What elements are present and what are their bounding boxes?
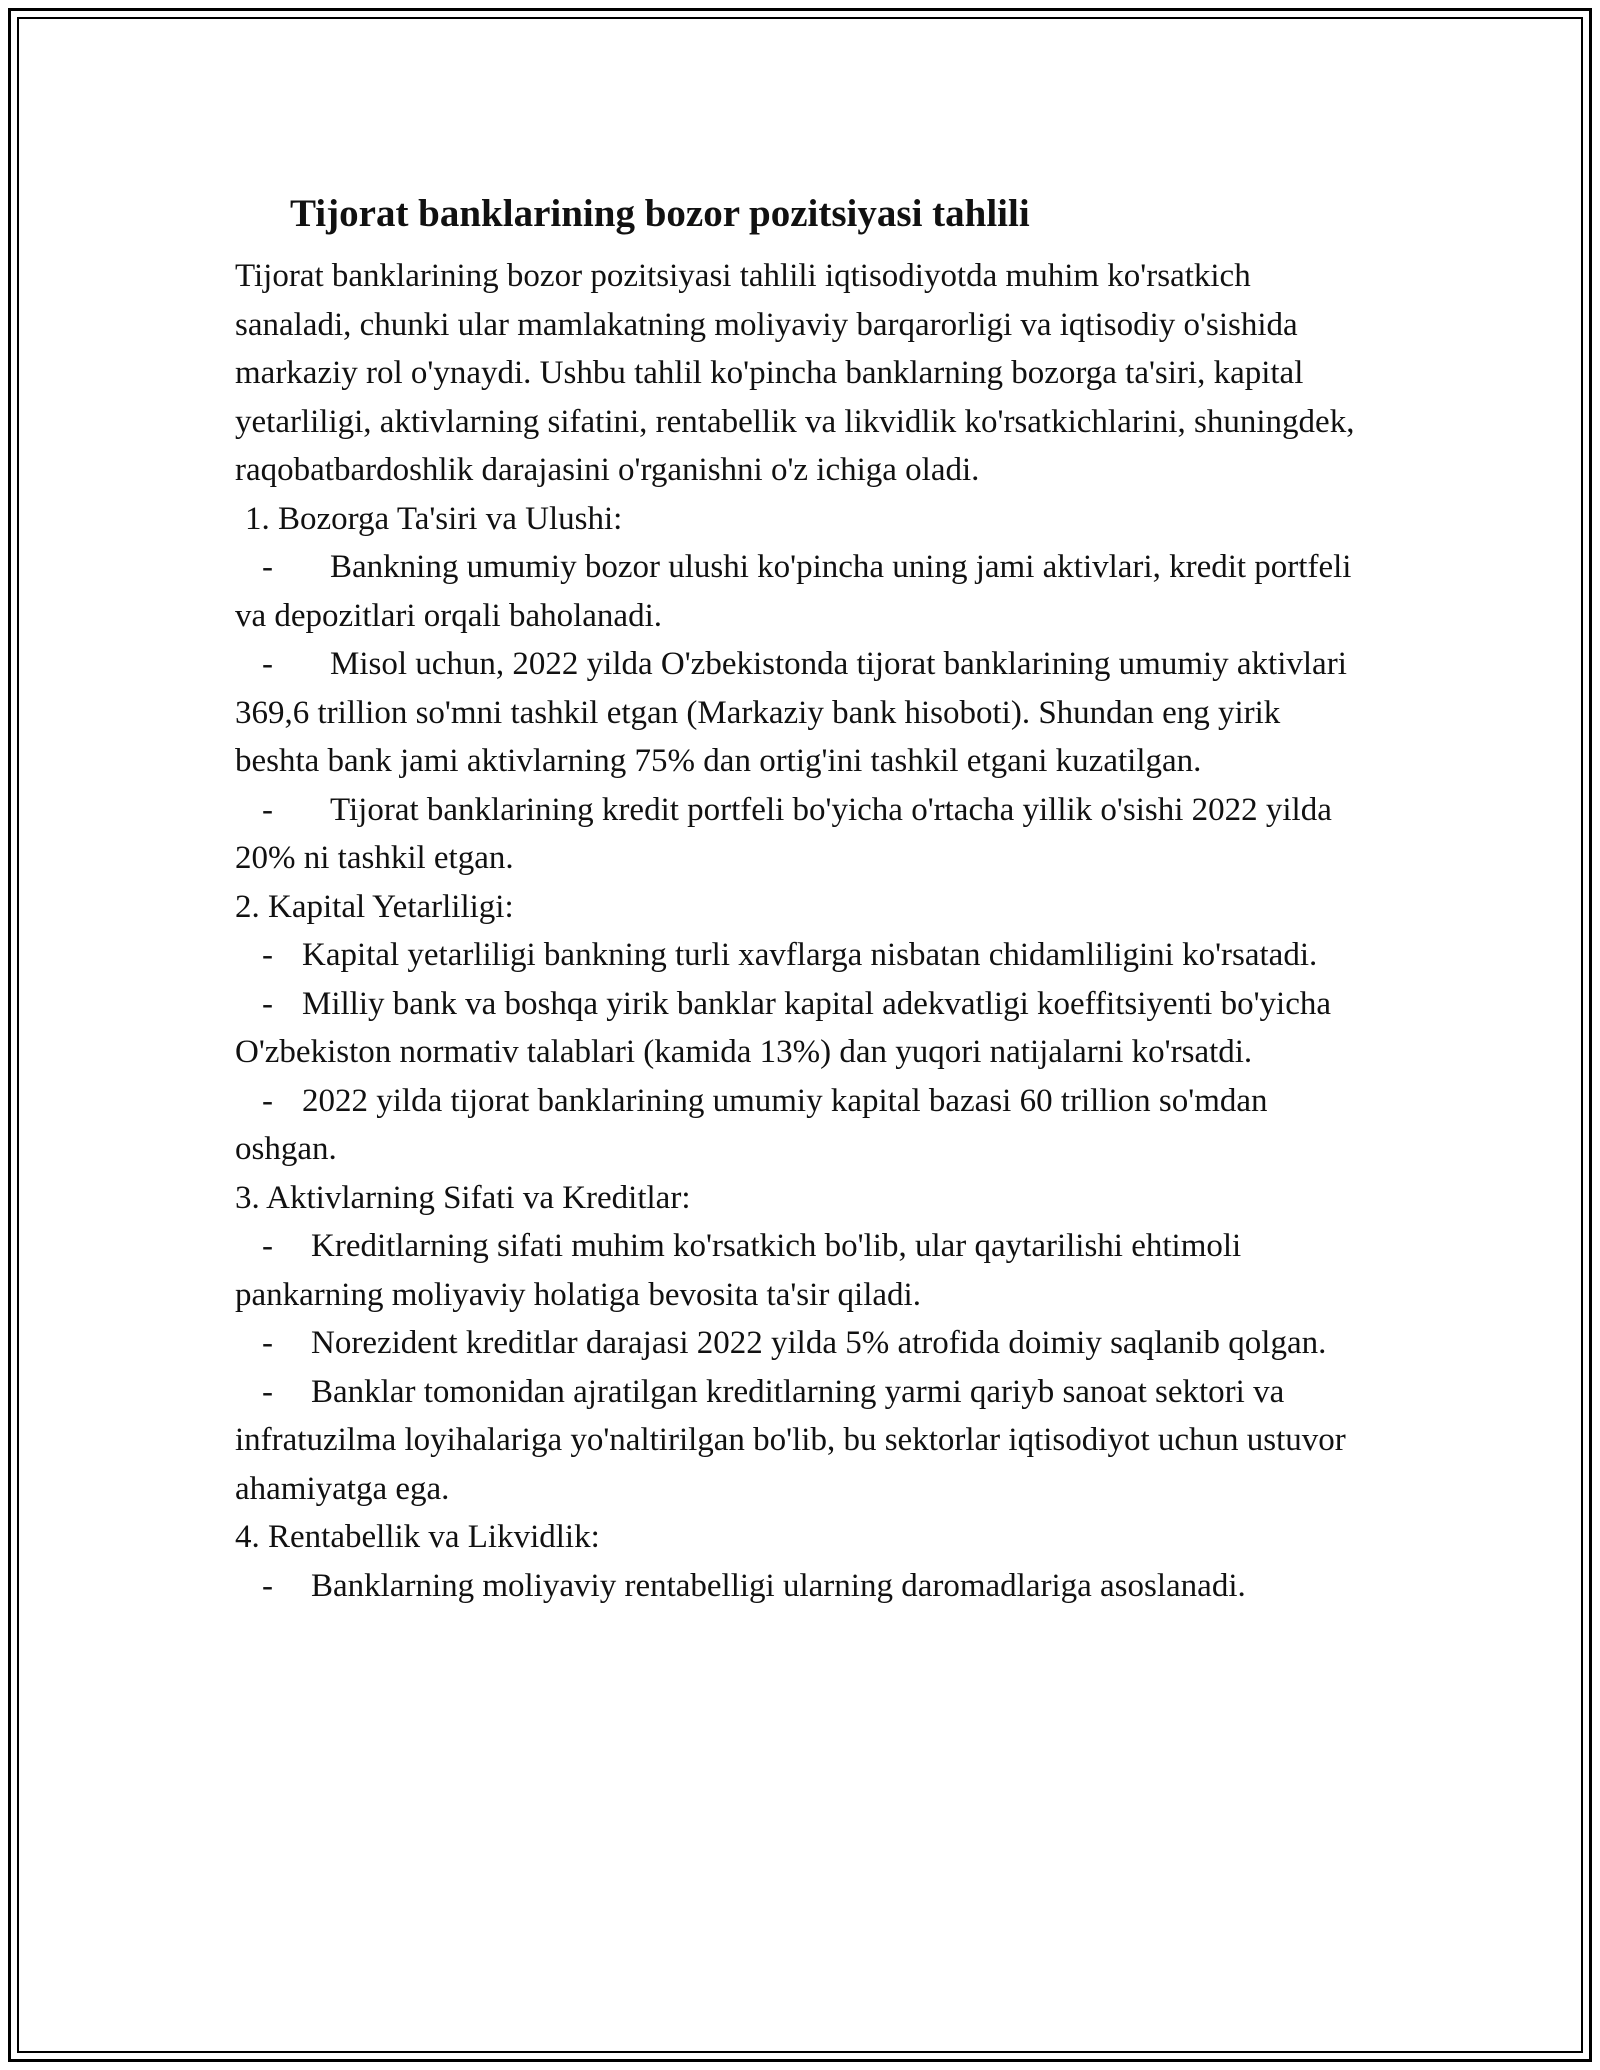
section-4-bullet-1 xyxy=(235,1562,1370,1611)
section-2-bullet-2 xyxy=(235,980,1370,1077)
section-3-bullet-2 xyxy=(235,1319,1370,1368)
section-3-bullet-3 xyxy=(235,1368,1370,1514)
bullet-dash: - xyxy=(262,1325,273,1361)
bullet-dash: - xyxy=(262,1082,273,1119)
section-heading-2: 2. Kapital Yetarliligi: xyxy=(235,888,514,925)
section-heading-1: 1. Bozorga Ta'siri va Ulushi: xyxy=(245,500,623,537)
section-2-bullet-3 xyxy=(235,1077,1370,1174)
bullet-text: Kapital yetarliligi bankning turli xavflarga nisbatan chidamliligini ko'rsatadi. xyxy=(302,937,1318,973)
document-page xyxy=(235,186,1370,1610)
bullet-text: 2022 yilda tijorat banklarining umumiy kapital bazasi 60 trillion so'mdan oshgan. xyxy=(235,1082,1268,1167)
bullet-dash: - xyxy=(262,1373,273,1410)
bullet-dash: - xyxy=(262,791,273,828)
section-heading-3: 3. Aktivlarning Sifati va Kreditlar: xyxy=(235,1179,691,1216)
bullet-dash: - xyxy=(262,549,273,585)
section-1-bullet-2 xyxy=(235,640,1370,786)
intro-paragraph: Tijorat banklarining bozor pozitsiyasi tahlili iqtisodiyotda muhim ko'rsatkich sanaladi, chunki ular mamlakatning moliyaviy barqarorligi va iqtisodiy o'sishida markaziy rol o'ynaydi. Ushbu tahlil ko'pincha banklarning bozorga ta'siri, kapital yetarliligi, aktivlarning sifatini, rentabellik va likvidlik ko'rsatkichlarini, shuningdek, raqobatbardoshlik darajasini o'rganishni o'z ichiga oladi. xyxy=(235,258,1355,488)
bullet-text: Banklar tomonidan ajratilgan kreditlarning yarmi qariyb sanoat sektori va infratuzilma loyihalariga yo'naltirilgan bo'lib, bu sektorlar iqtisodiyot uchun ustuvor ahamiyatga ega. xyxy=(235,1373,1346,1507)
bullet-text: Kreditlarning sifati muhim ko'rsatkich bo'lib, ular qaytarilishi ehtimoli pankarning moliyaviy holatiga bevosita ta'sir qiladi. xyxy=(235,1228,1242,1313)
bullet-dash: - xyxy=(262,985,273,1022)
bullet-text: Norezident kreditlar darajasi 2022 yilda 5% atrofida doimiy saqlanib qolgan. xyxy=(311,1325,1327,1361)
bullet-text: Banklarning moliyaviy rentabelligi ularning daromadlariga asoslanadi. xyxy=(311,1567,1246,1604)
bullet-dash: - xyxy=(262,1567,273,1604)
section-3-bullet-1 xyxy=(235,1222,1370,1319)
section-2-bullet-1 xyxy=(235,931,1370,980)
bullet-dash: - xyxy=(262,1228,273,1264)
bullet-text: Milliy bank va boshqa yirik banklar kapital adekvatligi koeffitsiyenti bo'yicha O'zbekiston normativ talablari (kamida 13%) dan yuqori natijalarni ko'rsatdi. xyxy=(235,985,1332,1070)
bullet-text: Bankning umumiy bozor ulushi ko'pincha uning jami aktivlari, kredit portfeli va depozitlari orqali baholanadi. xyxy=(235,549,1352,634)
bullet-text: Misol uchun, 2022 yilda O'zbekistonda tijorat banklarining umumiy aktivlari 369,6 trillion so'mni tashkil etgan (Markaziy bank hisoboti). Shundan eng yirik beshta bank jami aktivlarning 75% dan ortig'ini tashkil etgani kuzatilgan. xyxy=(235,646,1347,779)
bullet-dash: - xyxy=(262,937,273,973)
section-1-bullet-3 xyxy=(235,786,1370,883)
bullet-text: Tijorat banklarining kredit portfeli bo'yicha o'rtacha yillik o'sishi 2022 yilda 20% ni tashkil etgan. xyxy=(235,791,1332,876)
document-title: Tijorat banklarining bozor pozitsiyasi tahlili xyxy=(290,192,1030,235)
section-1-bullet-1 xyxy=(235,543,1370,640)
section-heading-4: 4. Rentabellik va Likvidlik: xyxy=(235,1519,600,1555)
bullet-dash: - xyxy=(262,646,273,682)
